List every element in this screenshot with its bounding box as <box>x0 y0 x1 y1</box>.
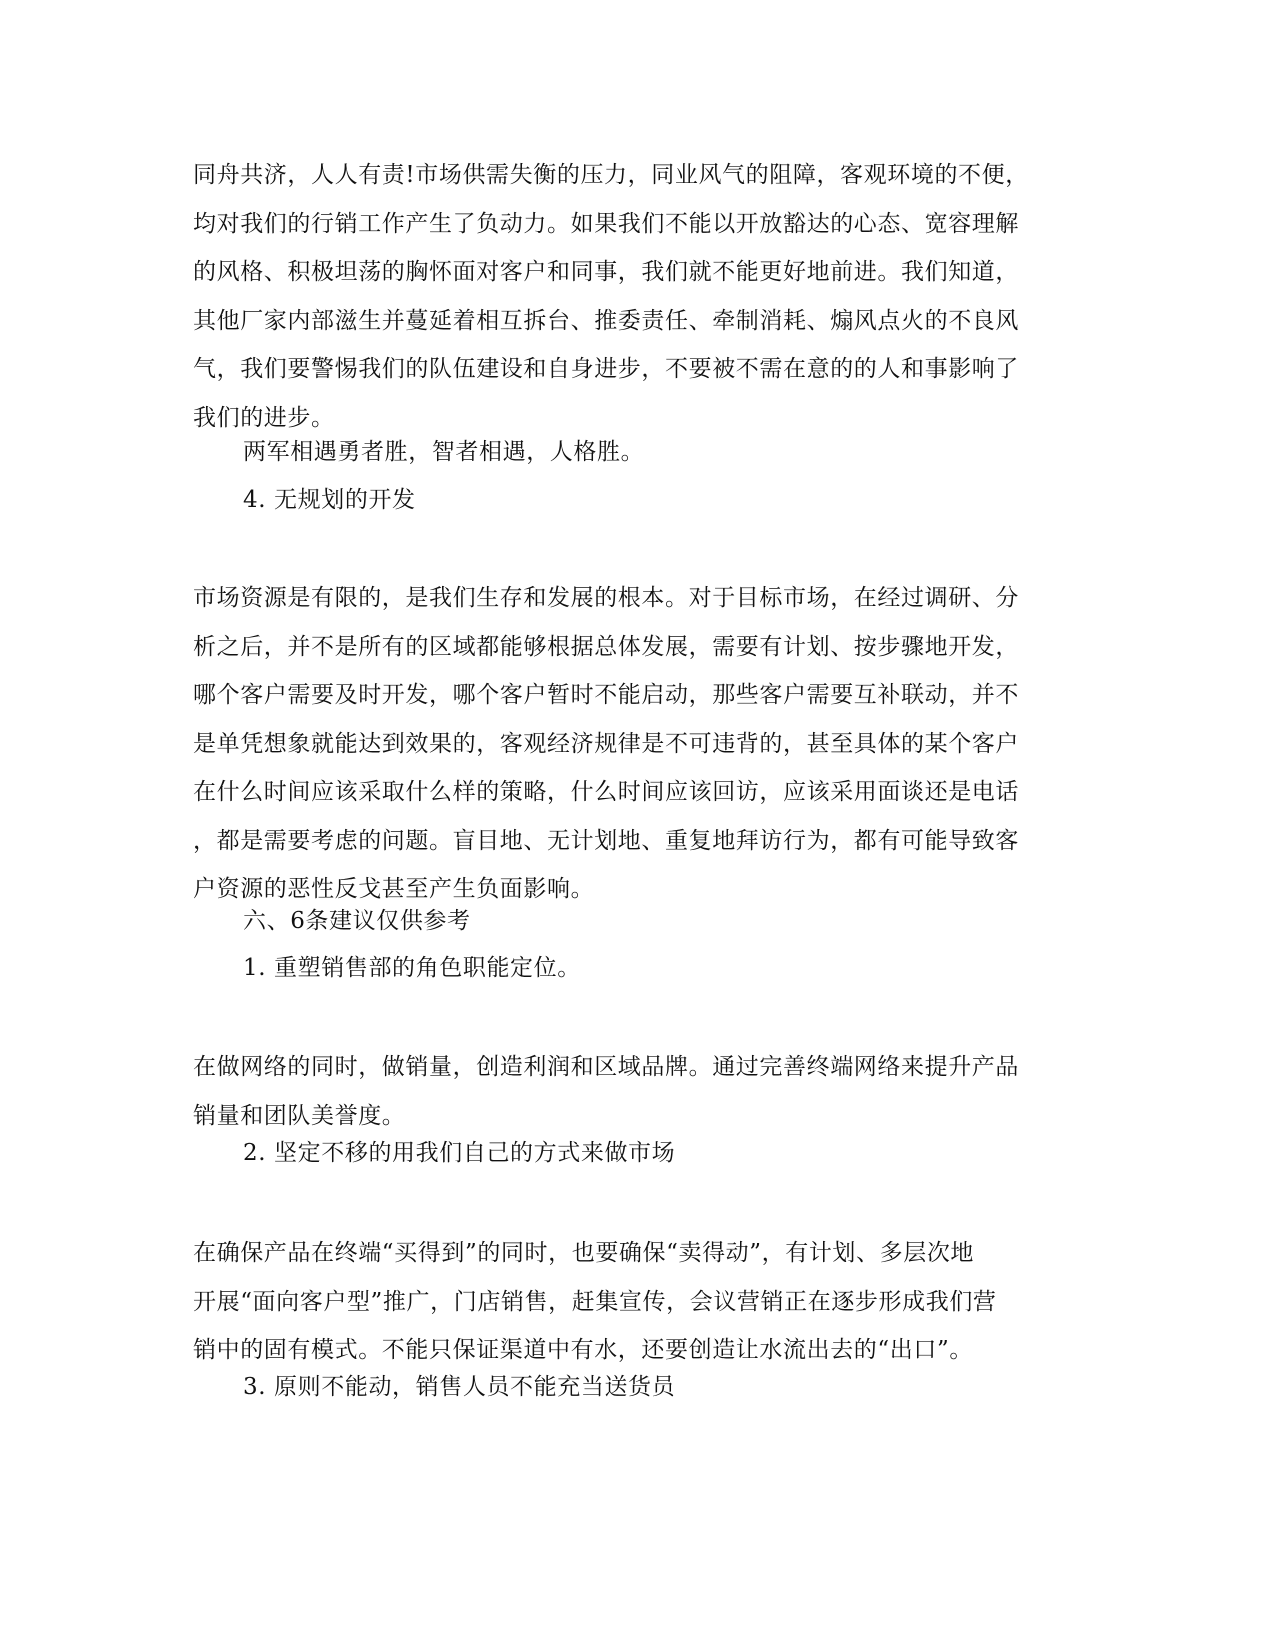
paragraph-line: 析之后，并不是所有的区域都能够根据总体发展，需要有计划、按步骤地开发， <box>193 633 1019 660</box>
paragraph-network-sales <box>193 1043 1073 1140</box>
section-heading-six-suggestions: 六、6条建议仅供参考 <box>243 908 471 934</box>
paragraph-line: 哪个客户需要及时开发，哪个客户暂时不能启动，那些客户需要互补联动，并不 <box>193 682 1019 708</box>
subheading-reshape-role: 1. 重塑销售部的角色职能定位。 <box>243 955 581 981</box>
paragraph-line: 气，我们要警惕我们的队伍建设和自身进步，不要被不需在意的的人和事影响了 <box>193 356 1019 382</box>
paragraph-line: 我们的进步。 <box>193 404 335 431</box>
subheading-own-way: 2. 坚定不移的用我们自己的方式来做市场 <box>243 1140 676 1166</box>
paragraph-line: 是单凭想象就能达到效果的，客观经济规律是不可违背的，甚至具体的某个客户 <box>193 730 1019 757</box>
paragraph-line: 其他厂家内部滋生并蔓延着相互拆台、推委责任、牵制消耗、煽风点火的不良风 <box>193 307 1019 334</box>
paragraph-line: 的风格、积极坦荡的胸怀面对客户和同事，我们就不能更好地前进。我们知道， <box>193 259 1019 285</box>
paragraph-teamwork <box>193 151 1073 442</box>
paragraph-line: 开展“面向客户型”推广，门店销售，赶集宣传，会议营销正在逐步形成我们营 <box>193 1288 997 1315</box>
paragraph-terminal-sales <box>193 1229 1073 1375</box>
section-heading-unplanned-development: 4. 无规划的开发 <box>243 487 416 513</box>
paragraph-line: 均对我们的行销工作产生了负动力。如果我们不能以开放豁达的心态、宽容理解 <box>193 210 1019 237</box>
paragraph-line: 在做网络的同时，做销量，创造利润和区域品牌。通过完善终端网络来提升产品 <box>193 1054 1019 1080</box>
paragraph-market-resources <box>193 574 1073 914</box>
paragraph-line: 同舟共济，人人有责!市场供需失衡的压力，同业风气的阻障，客观环境的不便， <box>193 162 1029 188</box>
paragraph-line: 市场资源是有限的，是我们生存和发展的根本。对于目标市场，在经过调研、分 <box>193 585 1019 611</box>
paragraph-line: 户资源的恶性反戈甚至产生负面影响。 <box>193 876 595 902</box>
paragraph-line: 在确保产品在终端“买得到”的同时，也要确保“卖得动”，有计划、多层次地 <box>193 1240 975 1266</box>
paragraph-line: 销量和团队美誉度。 <box>193 1102 406 1129</box>
quote-line: 两军相遇勇者胜，智者相遇，人格胜。 <box>243 439 645 465</box>
paragraph-line: 在什么时间应该采取什么样的策略，什么时间应该回访，应该采用面谈还是电话 <box>193 779 1019 805</box>
subheading-principle: 3. 原则不能动，销售人员不能充当送货员 <box>243 1374 676 1400</box>
paragraph-line: 销中的固有模式。不能只保证渠道中有水，还要创造让水流出去的“出口”。 <box>193 1337 973 1363</box>
paragraph-line: ，都是需要考虑的问题。盲目地、无计划地、重复地拜访行为，都有可能导致客 <box>193 827 1019 854</box>
